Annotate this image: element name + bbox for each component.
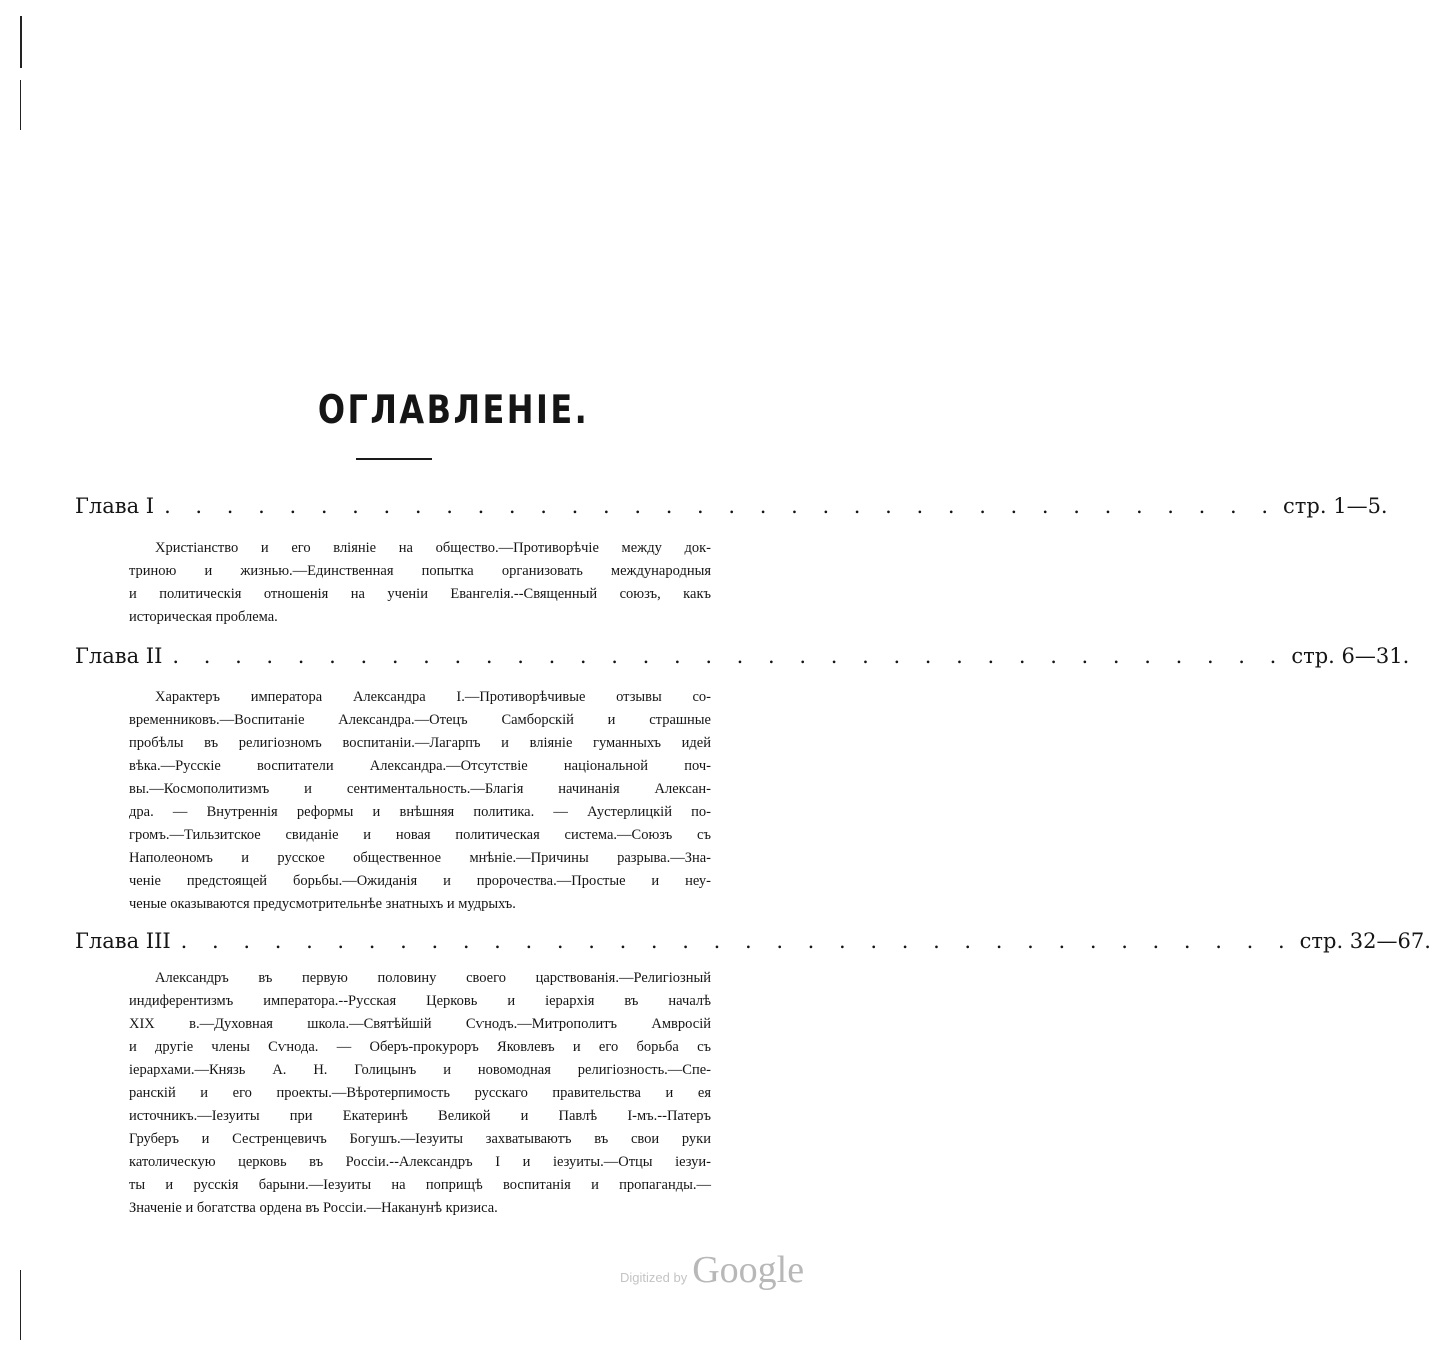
summary-line: и политическія отношенія на ученіи Евангелія.--Священный союзъ, какъ — [129, 586, 711, 602]
summary-line: ты и русскія барыни.—Іезуиты на поприщѣ воспитанія и пропаганды.— — [129, 1177, 711, 1193]
summary-line: ченіе предстоящей борьбы.—Ожиданія и пророчества.—Простые и неу- — [129, 873, 711, 889]
chapter-3-summary — [129, 967, 711, 1220]
google-logo: Google — [692, 1249, 805, 1291]
summary-line: Александръ въ первую половину своего царствованія.—Религіозный — [155, 970, 711, 986]
summary-line: вѣка.—Русскіе воспитатели Александра.—Отсутствіе національной поч- — [129, 758, 711, 774]
scan-edge-bottom — [20, 1270, 21, 1340]
summary-line: индиферентизмъ императора.--Русская Церковь и іерархія въ началѣ — [129, 993, 711, 1009]
chapter-3-pages: стр. 32—67. — [1299, 929, 1431, 953]
chapter-2-heading — [75, 644, 1410, 674]
summary-line: источникъ.—Іезуиты при Екатеринѣ Великой и Павлѣ І-мъ.--Патеръ — [129, 1108, 711, 1124]
summary-line: пробѣлы въ религіозномъ воспитаніи.—Лагарпъ и вліяніе гуманныхъ идей — [129, 735, 711, 751]
summary-line: Груберъ и Сестренцевичъ Богушъ.—Іезуиты захватываютъ въ свои руки — [129, 1131, 711, 1147]
chapter-1-heading — [75, 494, 1388, 524]
watermark-prefix: Digitized by — [620, 1270, 688, 1285]
summary-line: вы.—Космополитизмъ и сентиментальность.—Благія начинанія Алексан- — [129, 781, 711, 797]
chapter-2-pages: стр. 6—31. — [1291, 644, 1410, 668]
summary-line: историческая проблема. — [129, 609, 278, 625]
scan-edge-top — [20, 16, 22, 68]
summary-line: и другіе члены Сѵнода. — Оберъ-прокуроръ Яковлевъ и его борьба съ — [129, 1039, 711, 1055]
scan-edge-mid — [20, 80, 21, 130]
chapter-1-summary — [129, 537, 711, 629]
chapter-3-leader: . . . . . . . . . . . . . . . . . . . . . . . . . . . . . . . . . . . . — [180, 929, 1294, 953]
chapter-2-title: Глава II — [75, 644, 163, 668]
summary-line: Характеръ императора Александра I.—Противорѣчивые отзывы со- — [155, 689, 711, 705]
summary-line: ранскій и его проекты.—Вѣротерпимость русскаго правительства и ея — [129, 1085, 711, 1101]
summary-line: іерархами.—Князь А. Н. Голицынъ и новомодная религіозность.—Спе- — [129, 1062, 711, 1078]
summary-line: католическую церковь въ Россіи.--Александръ I и іезуиты.—Отцы іезуи- — [129, 1154, 711, 1170]
digitized-watermark — [620, 1248, 804, 1292]
summary-line: громъ.—Тильзитское свиданіе и новая политическая система.—Союзъ съ — [129, 827, 711, 843]
summary-line: дра. — Внутреннія реформы и внѣшняя политика. — Аустерлицкій по- — [129, 804, 711, 820]
summary-line: Значеніе и богатства ордена въ Россіи.—Наканунѣ кризиса. — [129, 1200, 498, 1216]
chapter-1-title: Глава I — [75, 494, 155, 518]
chapter-1-leader: . . . . . . . . . . . . . . . . . . . . . . . . . . . . . . . . . . . . — [164, 494, 1278, 518]
summary-line: временниковъ.—Воспитаніе Александра.—Отецъ Самборскій и страшные — [129, 712, 711, 728]
title-rule — [356, 458, 432, 460]
chapter-2-summary — [129, 686, 711, 916]
summary-line: Христіанство и его вліяніе на общество.—Противорѣчіе между док- — [155, 540, 711, 556]
page-title: ОГЛАВЛЕНІЕ. — [317, 388, 590, 433]
chapter-1-pages: стр. 1—5. — [1283, 494, 1388, 518]
chapter-3-heading — [75, 929, 1431, 959]
chapter-2-leader: . . . . . . . . . . . . . . . . . . . . . . . . . . . . . . . . . . . . — [172, 644, 1286, 668]
chapter-3-title: Глава III — [75, 929, 171, 953]
summary-line: ченые оказываются предусмотрительнѣе знатныхъ и мудрыхъ. — [129, 896, 516, 912]
summary-line: XIX в.—Духовная школа.—Святѣйшій Сѵнодъ.—Митрополитъ Амвросій — [129, 1016, 711, 1032]
summary-line: триною и жизнью.—Единственная попытка организовать международныя — [129, 563, 711, 579]
summary-line: Наполеономъ и русское общественное мнѣніе.—Причины разрыва.—Зна- — [129, 850, 711, 866]
